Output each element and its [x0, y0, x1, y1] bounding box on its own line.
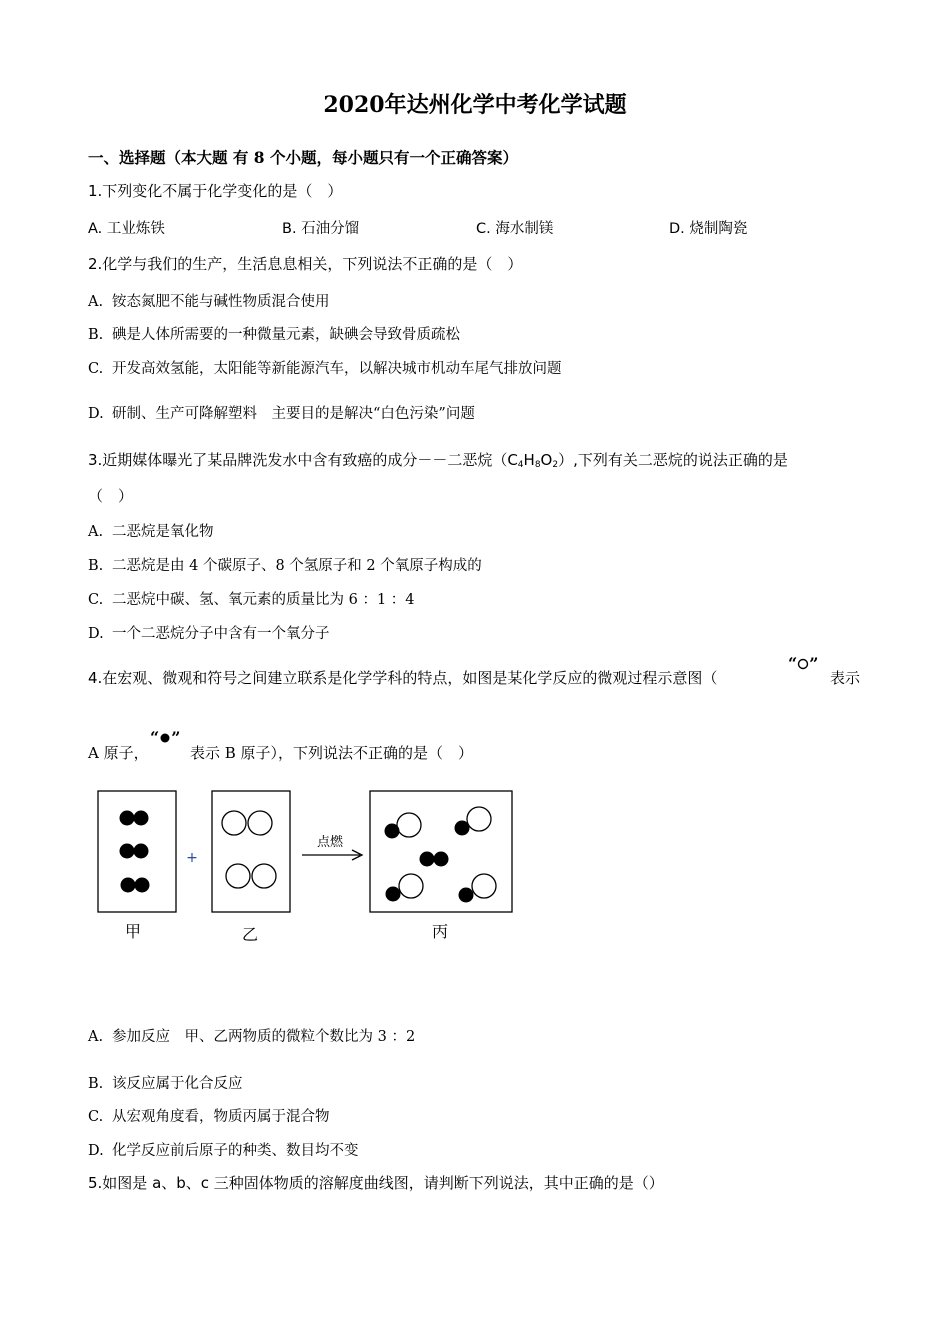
question-4-option-c	[88, 1105, 330, 1126]
option-label: A.	[88, 524, 104, 540]
question-3-option-c	[88, 588, 415, 609]
solid-atom-symbol: “ ”	[150, 728, 181, 747]
question-4-stem-line2-start: A 原子，	[88, 744, 149, 762]
option-label: C.	[88, 361, 104, 377]
option-text: 二恶烷是氧化物	[112, 524, 214, 540]
question-3-stem: 3.近期媒体曝光了某品牌洗发水中含有致癌的成分－－二恶烷$(C_4H_8O_2)$,下列有关二恶烷的说法正确的是	[88, 451, 788, 470]
option-text: 二恶烷是由 4 个碳原子、8 个氢原子和 2 个氧原子构成的	[112, 558, 482, 574]
question-1-option-d: D. 烧制陶瓷	[669, 221, 748, 237]
solid-circle-icon	[159, 732, 171, 744]
hollow-circle-icon	[797, 658, 809, 670]
arrow-label: 点燃	[316, 835, 344, 850]
label-yi: 乙	[241, 925, 259, 944]
yi-molecules	[222, 811, 276, 888]
question-4-option-d	[88, 1139, 359, 1160]
question-5-stem: 5.如图是 a、b、c 三种固体物质的溶解度曲线图，请判断下列说法，其中正确的是（）	[88, 1174, 664, 1192]
label-bing: 丙	[431, 922, 449, 941]
option-text: 铵态氮肥不能与碱性物质混合使用	[112, 294, 330, 310]
label-jia: 甲	[124, 922, 142, 941]
question-2-option-a	[88, 290, 330, 311]
question-1-stem: 1.下列变化不属于化学变化的是（ ）	[88, 182, 343, 200]
option-label: C.	[88, 1109, 104, 1125]
option-text: 化学反应前后原子的种类、数目均不变	[112, 1143, 359, 1159]
question-4-stem-line2-end: 表示 B 原子），下列说法不正确的是（ ）	[190, 744, 474, 762]
question-2-option-b	[88, 323, 460, 344]
question-1-option-a: A. 工业炼铁	[88, 221, 165, 237]
question-4-stem-line1-end: 表示	[830, 669, 861, 687]
option-label: D.	[88, 626, 104, 642]
option-label: A.	[88, 294, 104, 310]
question-3-option-d	[88, 622, 330, 643]
bing-molecules	[385, 807, 497, 903]
option-text: 该反应属于化合反应	[112, 1076, 243, 1092]
option-text: 开发高效氢能，太阳能等新能源汽车，以解决城市机动车尾气排放问题	[112, 361, 562, 377]
question-1-option-b: B. 石油分馏	[282, 221, 360, 237]
question-4-option-b	[88, 1072, 243, 1093]
option-label: D.	[88, 406, 104, 422]
reaction-diagram	[90, 785, 530, 960]
option-text: 参加反应 甲、乙两物质的微粒个数比为 3 ：2	[112, 1029, 416, 1045]
option-label: B.	[88, 327, 104, 343]
option-text: 碘是人体所需要的一种微量元素，缺碘会导致骨质疏松	[112, 327, 460, 343]
question-3-option-b	[88, 554, 482, 575]
option-label: A.	[88, 1029, 104, 1045]
question-1-option-c: C. 海水制镁	[476, 221, 554, 237]
page-title: 2020年达州化学中考化学试题	[323, 92, 627, 118]
option-text: 二恶烷中碳、氢、氧元素的质量比为 6 ：1 ：4	[112, 592, 415, 608]
question-4-stem-line1: 4.在宏观、微观和符号之间建立联系是化学学科的特点，如图是某化学反应的微观过程示意图（	[88, 669, 718, 687]
question-3-option-a	[88, 520, 214, 541]
hollow-atom-symbol: “ ”	[788, 654, 819, 673]
question-3-stem-line2: （ ）	[88, 487, 134, 505]
section-heading: 一、选择题（本大题 有 8 个小题，每小题只有一个正确答案）	[88, 148, 518, 167]
option-text: 从宏观角度看，物质丙属于混合物	[112, 1109, 330, 1125]
option-label: B.	[88, 558, 104, 574]
option-label: C.	[88, 592, 104, 608]
option-label: B.	[88, 1076, 104, 1092]
question-2-stem: 2.化学与我们的生产，生活息息相关，下列说法不正确的是（ ）	[88, 255, 523, 273]
question-2-option-d	[88, 402, 475, 423]
option-text: 一个二恶烷分子中含有一个氧分子	[112, 626, 330, 642]
option-text: 研制、生产可降解塑料 主要目的是解决“白色污染”问题	[112, 406, 475, 422]
box-yi	[212, 791, 290, 912]
plus-sign: +	[186, 850, 198, 866]
question-4-option-a	[88, 1025, 415, 1046]
question-2-option-c	[88, 357, 562, 378]
option-label: D.	[88, 1143, 104, 1159]
jia-molecules	[120, 811, 150, 893]
